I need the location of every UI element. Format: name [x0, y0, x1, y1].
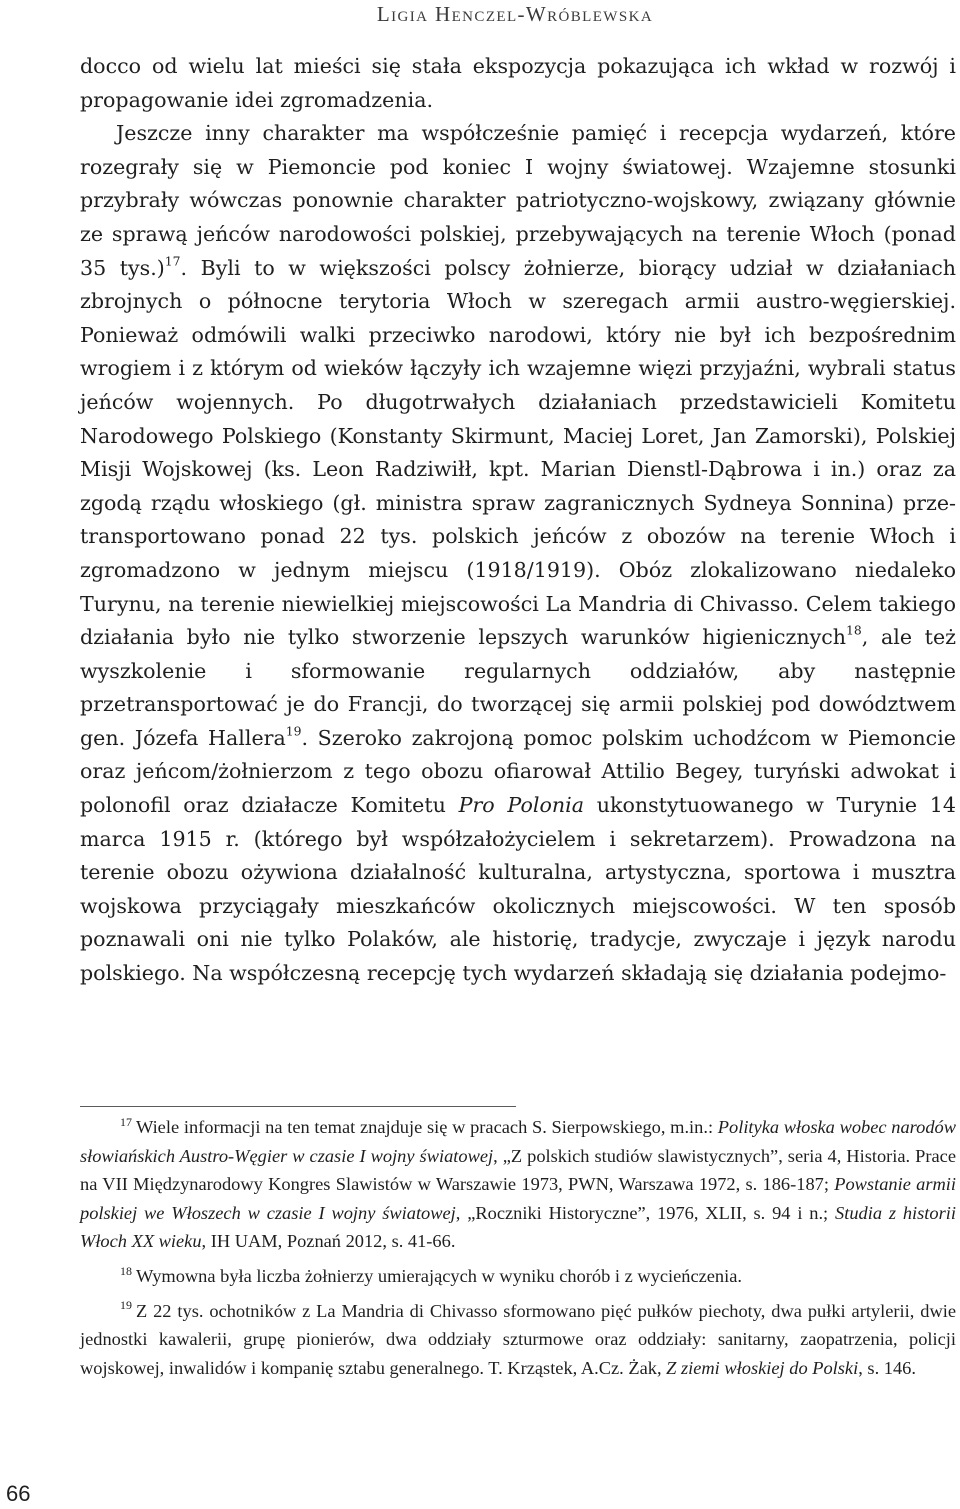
footnote-separator [80, 1106, 516, 1107]
main-text [80, 50, 956, 991]
footnote-19 [80, 1297, 956, 1383]
footnote-text: Z 22 tys. ochotników z La Mandria di Chivasso sformowano pięć pułków piechoty, dwa pułki artylerii, dwie jednostki kawalerii, grupę pionierów, dwa oddziały szturmowe oraz oddziały: sanitarny, zaopatrzenia, policji wojskowej, inwalidów i kompanię sztabu generalnego. T. Krząstek, A.Cz. Żak, Z ziemi włoskiej do Polski, s. 146. [80, 1300, 956, 1378]
italic-text: Studia z historii Włoch XX wieku [80, 1202, 956, 1252]
footnote-text: Wymowna była liczba żołnierzy umierających w wyniku chorób i z wycieńczenia. [135, 1265, 742, 1286]
running-head: Ligia Henczel-Wróblewska [376, 2, 654, 26]
footnote-ref: 19 [285, 724, 302, 739]
footnote-ref: 18 [846, 623, 862, 638]
paragraph-main: Jeszcze inny charakter ma współcześnie pamięć i recepcja wydarzeń, które rozegrały się w Piemoncie pod koniec I wojny światowej. Wzajemne stosunki przybrały wówczas ponownie charakter patriotyczno-wojskowy, związany głównie ze sprawą jeńców narodowości polskiej, przebywających na terenie Włoch (ponad 35 tys.)$^{17}$. Byli to w większości polscy żołnierze, biorący udział w działaniach zbrojnych o północne terytoria Włoch w szeregach armii austro-węgierskiej. Ponieważ odmówili walki przeciwko narodowi, który nie był ich bezpośrednim wrogiem i z którym od wieków łączyły ich wzajemne więzi przyjaźni, wybrali status jeńców wojennych. Po długotrwałych działaniach przedstawicieli Komitetu Narodowego Polskiego (Konstanty Skirmunt, Maciej Loret, Jan Zamorski), Polskiej Misji Wojskowej (ks. Leon Radziwiłł, kpt. Marian Dienstl-Dąbrowa i in.) oraz za zgodą rządu włoskiego (gł. ministra spraw zagranicznych Sydneya Sonnina) przetransportowano ponad 22 tys. polskich jeńców z obozów na terenie Włoch i zgromadzono w jednym miejscu (1918/1919). Obóz zlokalizowano niedaleko Turynu, na terenie niewielkiej miejscowości La Mandria di Chivasso. Celem takiego działania było nie tylko stworzenie lepszych warunków higienicznych$^{18}$, ale też wyszkolenie i sformowanie regularnych oddziałów, aby następnie przetransportować je do Francji, do tworzącej się armii polskiej pod dowództwem gen. Józefa Hallera$^{19}$. Szeroko zakrojoną pomoc polskim uchodźcom w Piemoncie oraz jeńcom/żołnierzom z tego obozu ofiarował Attilio Begey, turyński adwokat i polonofil oraz działacze Komitetu Pro Polonia ukonstytuowanego w Turynie 14 marca 1915 r. (którego był współzałożycielem i sekretarzem). Prowadzona na terenie obozu ożywiona działalność kulturalna, artystyczna, sportowa i musztra wojskowa przyciągały mieszkańców okolicznych miejscowości. W ten sposób poznawali oni nie tylko Polaków, ale historię, tradycje, zwyczaje i język narodu polskiego. Na współczesną recepcję tych wydarzeń składają się działania podejmo- [80, 121, 957, 986]
footnotes [80, 1113, 956, 1388]
footnote-ref: 17 [164, 254, 181, 269]
footnote-text: Wiele informacji na ten temat znajduje się w pracach S. Sierpowskiego, m.in.: Polityka włoska wobec narodów słowiańskich Austro-Węgier w czasie I wojny światowej, „Z polskich studiów slawistycznych”, seria 4, Historia. Prace na VII Międzynarodowy Kongres Slawistów w Warszawie 1973, PWN, Warszawa 1972, s. 186-187; Powstanie armii polskiej we Włoszech w czasie I wojny światowej, „Roczniki Historyczne”, 1976, XLII, s. 94 i n.; Studia z historii Włoch XX wieku, IH UAM, Poznań 2012, s. 41-66. [80, 1117, 956, 1252]
footnote-number: 18 [120, 1263, 132, 1278]
italic-text: Polityka włoska wobec narodów słowiańskich Austro-Węgier w czasie I wojny światowej [80, 1117, 956, 1166]
italic-text: Pro Polonia [458, 793, 584, 818]
page-number: 66 [6, 1481, 31, 1506]
footnote-18 [80, 1262, 956, 1291]
italic-text: Powstanie armii polskiej we Włoszech w czasie I wojny światowej [80, 1174, 956, 1223]
footnote-17 [80, 1113, 956, 1256]
italic-text: Z ziemi włoskiej do Polski [666, 1357, 859, 1378]
paragraph-continued: docco od wielu lat mieści się stała ekspozycja pokazująca ich wkład w rozwój i propagowanie idei zgromadzenia. [80, 54, 956, 112]
footnote-number: 19 [120, 1298, 132, 1313]
footnote-number: 17 [120, 1114, 132, 1129]
